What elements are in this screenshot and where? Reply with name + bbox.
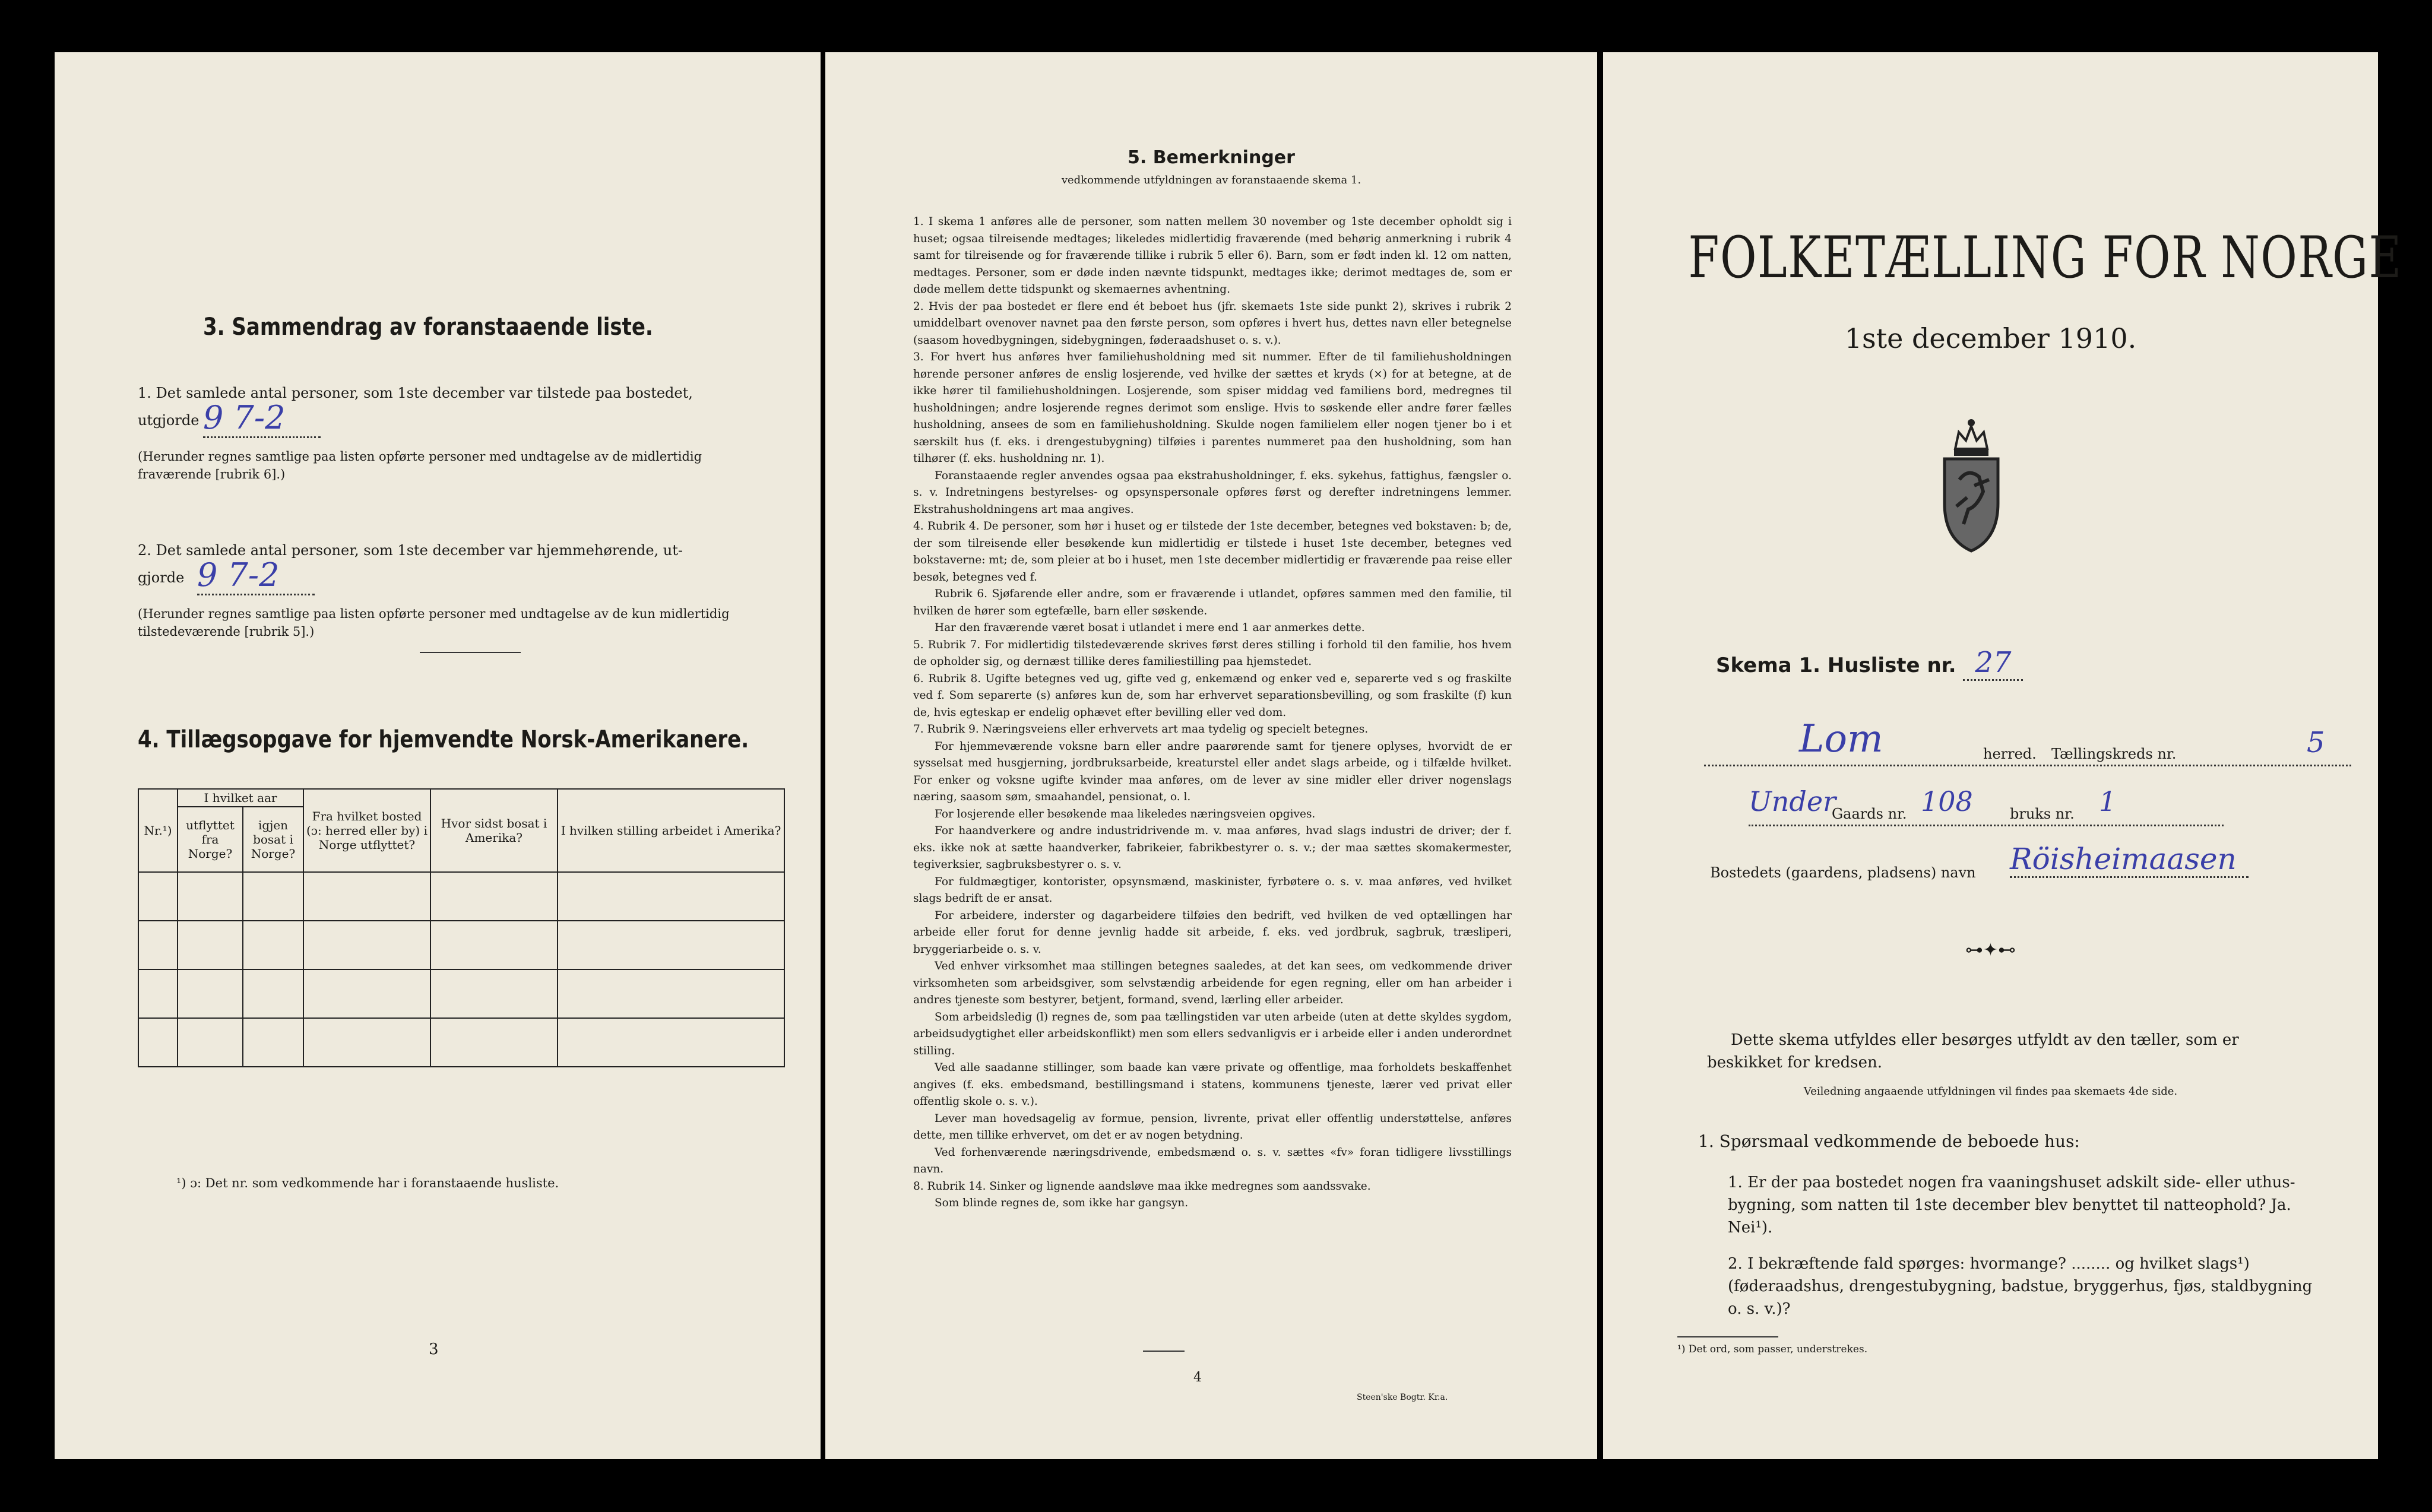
divider	[1677, 1336, 1778, 1337]
q1-title: 1. Spørsmaal vedkommende de beboede hus:	[1698, 1131, 2080, 1151]
q1-1-text: 1. Er der paa bostedet nogen fra vaaningshuset adskilt side- eller uthus-bygning, som natten til 1ste december blev benyttet til natteophold?	[1728, 1174, 2295, 1214]
remark-4: 4. Rubrik 4. De personer, som hør i huset og er tilstede der 1ste december, betegnes ved bokstaven: b; de, der som tilreisende eller besøkende kun midlertidig er tilstede i huset 1ste december, betegnes ved bokstaverne: mt; de, som pleier at bo i huset, men 1ste december midlertidig er fraværende paa reise eller besøk, betegnes ved f.	[913, 520, 1512, 584]
census-date: 1ste december 1910.	[1844, 322, 2137, 354]
table-row	[138, 872, 784, 921]
col-last-lived: Hvor sidst bosat i Amerika?	[430, 789, 558, 872]
divider	[1143, 1351, 1185, 1352]
table-row	[138, 921, 784, 969]
bosted-line	[1710, 842, 2351, 885]
bosted-value: Röisheimaasen	[2010, 842, 2249, 878]
col-returned: igjen bosat i Norge?	[243, 807, 303, 872]
herred-line	[1704, 717, 2351, 766]
document-title: FOLKETÆLLING FOR NORGE	[1688, 224, 2402, 291]
col-from-where: Fra hvilket bosted (ɔ: herred eller by) i Norge utflyttet?	[303, 789, 430, 872]
remark-2: 2. Hvis der paa bostedet er flere end ét beboet hus (jfr. skemaets 1ste side punkt 2), skrives i rubrik 2 umiddelbart ovenover navnet paa den første person, som opføres i hvert hus, dettes navn eller betegnelse (saasom hovedbygningen, sidebygningen, føderaadshuset o. s. v.).	[913, 300, 1512, 347]
col-position: I hvilken stilling arbeidet i Amerika?	[558, 789, 784, 872]
item2-text: 2. Det samlede antal personer, som 1ste december var hjemmehørende, ut-	[138, 542, 683, 559]
remark-7-f: Ved enhver virksomhet maa stillingen betegnes saaledes, at det kan sees, om vedkommende driver virksomheten som arbeidsgiver, som selvstændig arbeidende for egen regning, eller om han arbeider i andres tjeneste som bestyrer, betjent, formand, svend, lærling eller arbeider.	[913, 960, 1512, 1006]
summary-item2	[138, 542, 791, 641]
remarks-subtitle: vedkommende utfyldningen av foranstaaende skema 1.	[1061, 174, 1361, 186]
skema-line	[1716, 646, 2023, 679]
ornament: ⊶✦⊷	[1965, 940, 2016, 961]
remarks-list	[913, 214, 1512, 1212]
norsk-amerikanere-table	[138, 788, 785, 1067]
section4-title: 4. Tillægsopgave for hjemvendte Norsk-Amerikanere.	[138, 726, 749, 753]
left-page	[55, 52, 821, 1459]
middle-page	[825, 52, 1597, 1459]
item1-handwritten-value: 9 7-2	[203, 399, 321, 438]
remark-7: 7. Rubrik 9. Næringsveiens eller erhvervets art maa tydelig og specielt betegnes.	[913, 723, 1369, 736]
table-row	[138, 1018, 784, 1067]
remark-5: 5. Rubrik 7. For midlertidig tilstedeværende skrives først deres stilling i forhold til den familie, hos hvem de opholder sig, og dernæst tillike deres familiestilling paa hjemstedet.	[913, 638, 1512, 668]
item2-prefix: gjorde	[138, 569, 185, 586]
remark-7-g: Som arbeidsledig (l) regnes de, som paa tællingstiden var uten arbeide (uten at dette skyldes sygdom, arbeidsudygtighet eller arbeidskonflikt) men som ellers sedvanligvis er i arbeide eller i anden underordnet stilling.	[913, 1010, 1512, 1057]
item1-note: (Herunder regnes samtlige paa listen opførte personer med undtagelse av de midlertidig fraværende [rubrik 6].)	[138, 449, 702, 481]
bruks-number: 1	[2099, 785, 2117, 817]
remark-3-continued: Foranstaaende regler anvendes ogsaa paa ekstrahusholdninger, f. eks. sykehus, fattighus, fængsler o. s. v. Indretningens bestyrelses- og opsynspersonale opføres først og derefter indretningens lemmer. Ekstrahusholdningens art maa angives.	[913, 469, 1512, 516]
divider	[420, 652, 521, 653]
herred-value: Lom	[1799, 717, 1883, 761]
gaards-line	[1749, 785, 2224, 826]
gaards-label: Gaards nr.	[1832, 806, 1907, 822]
page-number: 4	[1193, 1370, 1202, 1385]
table-row	[138, 969, 784, 1018]
husliste-number: 27	[1963, 646, 2023, 681]
remark-7-d: For fuldmægtiger, kontorister, opsynsmænd, maskinister, fyrbøtere o. s. v. maa anføres, ved hvilket slags bedrift de er ansat.	[913, 875, 1512, 905]
skema-label: Skema 1. Husliste nr.	[1716, 654, 1956, 677]
printer-imprint: Steen'ske Bogtr. Kr.a.	[1357, 1393, 1448, 1402]
section3-title: 3. Sammendrag av foranstaaende liste.	[203, 313, 653, 341]
item1-text: 1. Det samlede antal personer, som 1ste december var tilstede paa bostedet,	[138, 385, 693, 401]
q1-2: 2. I bekræftende fald spørges: hvormange? ........ og hvilket slags¹) (føderaadshus, drengestubygning, badstue, bryggerhus, fjøs, staldbygning o. s. v.)?	[1728, 1255, 2313, 1318]
right-footnote: ¹) Det ord, som passer, understrekes.	[1677, 1343, 1868, 1355]
bosted-label: Bostedets (gaardens, pladsens) navn	[1710, 864, 1976, 881]
remark-8-blind: Som blinde regnes de, som ikke har gangsyn.	[935, 1197, 1189, 1209]
remark-8: 8. Rubrik 14. Sinker og lignende aandsløve maa ikke medregnes som aandssvake.	[913, 1180, 1371, 1193]
remarks-title: 5. Bemerkninger	[1128, 147, 1295, 168]
herred-label: herred.	[1983, 746, 2037, 762]
remark-7-b: For losjerende eller besøkende maa likeledes næringsveien opgives.	[935, 807, 1316, 820]
remark-7-i: Lever man hovedsagelig av formue, pension, livrente, privat eller offentlig understøttelse, anføres dette, men tillike erhvervet, om det er av nogen betydning.	[913, 1112, 1512, 1142]
item2-handwritten-value: 9 7-2	[197, 556, 315, 595]
remark-7-a: For hjemmeværende voksne barn eller andre paarørende samt for tjenere oplyses, hvorvidt de er sysselsat med husgjerning, jordbruksarbeide, kreaturstel eller andet slags arbeide, og i tilfælde hvilket. For enker og voksne ugifte kvinder maa anføres, om de lever av sine midler eller driver nogenslags næring, saasom søm, smaahandel, pensionat, o. l.	[913, 740, 1512, 803]
page-number: 3	[429, 1340, 439, 1358]
item1-prefix: utgjorde	[138, 412, 200, 429]
item2-note: (Herunder regnes samtlige paa listen opførte personer med undtagelse av de kun midlertidig tilstedeværende [rubrik 5].)	[138, 607, 730, 639]
remark-4-abroad: Har den fraværende været bosat i utlandet i mere end 1 aar anmerkes dette.	[935, 622, 1365, 634]
q1-1-answer: Ja. Nei¹).	[1728, 1196, 2291, 1237]
remark-7-j: Ved forhenværende næringsdrivende, embedsmænd o. s. v. sættes «fv» foran tidligere livsstillings navn.	[913, 1146, 1512, 1175]
norwegian-coat-of-arms-icon	[1933, 402, 2010, 556]
remark-1: 1. I skema 1 anføres alle de personer, som natten mellem 30 november og 1ste december opholdt sig i huset; ogsaa tilreisende medtages; likeledes midlertidig fraværende (med behørig anmerkning i rubrik 4 samt for tilreisende og for fraværende tillike i rubrik 5 eller 6). Barn, som er født inden kl. 12 om natten, medtages. Personer, som er døde inden nævnte tidspunkt, medtages ikke; derimot medtages de, som er døde mellem dette tidspunkt og skemaernes avhentning.	[913, 215, 1512, 296]
remark-3: 3. For hvert hus anføres hver familiehusholdning med sit nummer. Efter de til familiehusholdningen hørende personer anføres de enslig losjerende, ved hvilke der sættes et kryds (×) for at betegne, at de ikke hører til familiehusholdningen. Losjerende, som spiser middag ved familiens bord, medregnes til husholdningen; andre losjerende regnes derimot som enslige. Hvis to søskende eller andre fører fælles husholdning, ansees de som en familiehusholdning. Skulde nogen familielem eller nogen tjener bo i et særskilt hus (f. eks. i drengestubygning) tilføies i parentes nummeret paa den husholdning, som han tilhører (f. eks. husholdning nr. 1).	[913, 351, 1512, 465]
col-emigrated: utflyttet fra Norge?	[178, 807, 243, 872]
remark-7-h: Ved alle saadanne stillinger, som baade kan være private og offentlige, maa forholdets beskaffenhet angives (f. eks. embedsmand, bestillingsmand i statens, kommunens tjeneste, lærer ved privat eller offentlig skole o. s. v.).	[913, 1061, 1512, 1108]
gaards-prefix: Under	[1749, 785, 1836, 817]
right-page	[1603, 52, 2402, 1459]
remark-7-e: For arbeidere, inderster og dagarbeidere tilføies den bedrift, ved hvilken de ved optællingen har arbeide eller forut for denne jevnlig hadde sit arbeide, f. eks. ved jordbruk, sagbruk, træsliperi, bryggeriarbeide o. s. v.	[913, 909, 1512, 956]
q1-1	[1728, 1171, 2322, 1239]
bruks-label: bruks nr.	[2010, 806, 2075, 822]
kreds-number: 5	[2307, 726, 2325, 759]
gaards-number: 108	[1921, 785, 1973, 817]
col-year-group: I hvilket aar	[178, 789, 303, 807]
guidance-text: Veiledning angaaende utfyldningen vil findes paa skemaets 4de side.	[1803, 1085, 2178, 1098]
remark-7-c: For haandverkere og andre industridrivende m. v. maa anføres, hvad slags industri de driver; der f. eks. ikke nok at sætte haandverker, fabrikeier, fabrikbestyrer o. s. v.; der maa sættes skomakermester, tegiverksier, sagbruksbestyrer o. s. v.	[913, 825, 1512, 871]
col-nr: Nr.¹)	[138, 789, 178, 872]
remark-4-rubrik6: Rubrik 6. Sjøfarende eller andre, som er fraværende i utlandet, opføres sammen med den familie, til hvilken de hører som egtefælle, barn eller søskende.	[913, 588, 1512, 617]
remark-6: 6. Rubrik 8. Ugifte betegnes ved ug, gifte ved g, enkemænd og enker ved e, separerte ved s og fraskilte ved f. Som separerte (s) anføres kun de, som har erhvervet separationsbevilling, og som fraskilte (f) kun de, hvis egteskap er endelig ophævet efter bevilling eller ved dom.	[913, 672, 1512, 719]
table-footnote: ¹) ɔ: Det nr. som vedkommende har i foranstaaende husliste.	[176, 1176, 559, 1190]
summary-item1	[138, 385, 791, 483]
kreds-label: Tællingskreds nr.	[2051, 746, 2177, 762]
intro-text: Dette skema utfyldes eller besørges utfyldt av den tæller, som er beskikket for kredsen.	[1707, 1031, 2239, 1072]
